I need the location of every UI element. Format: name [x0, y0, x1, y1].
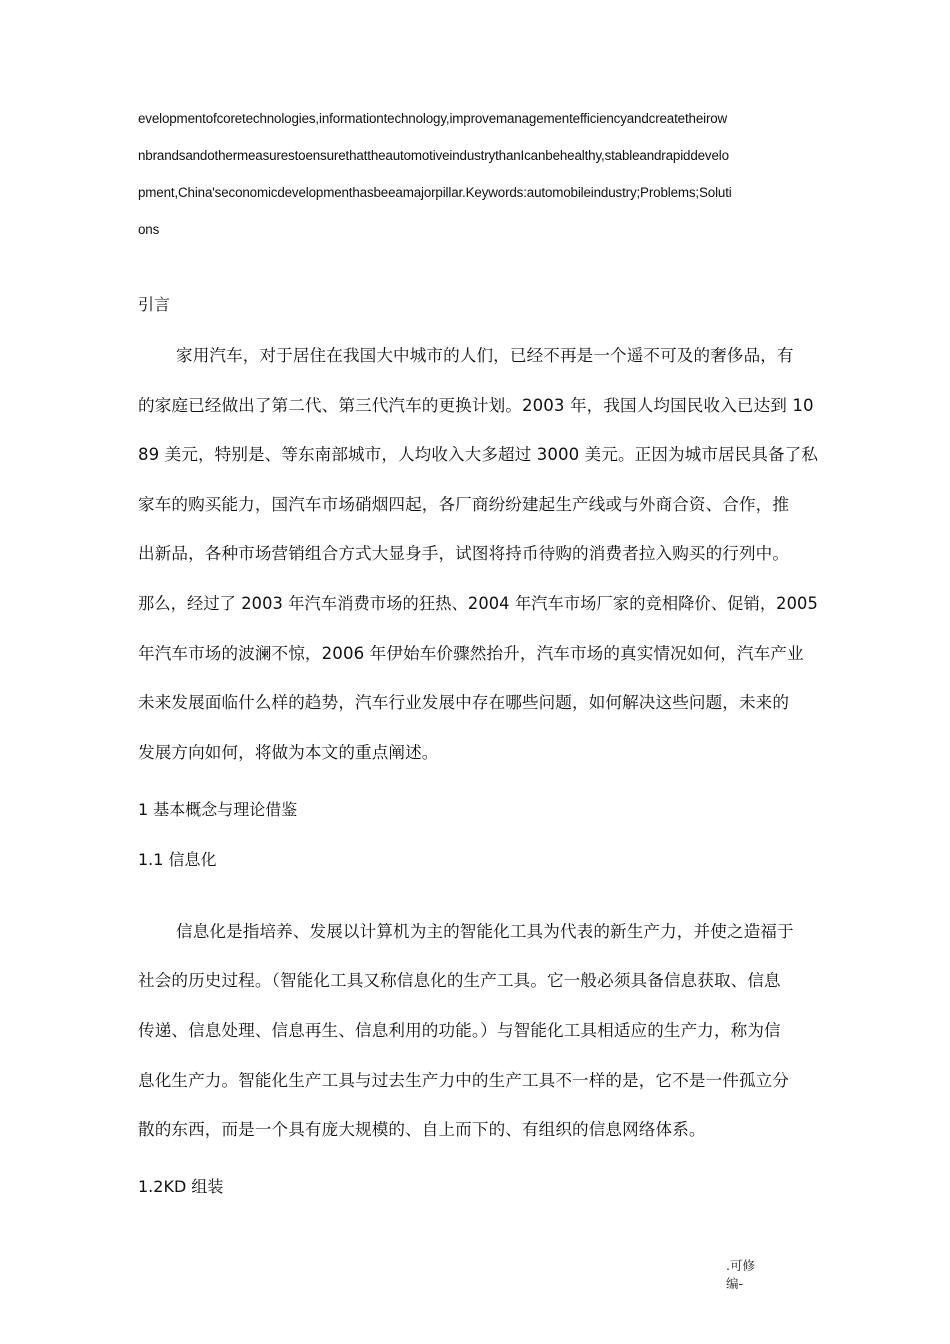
- abstract-line-4: ons: [138, 222, 160, 237]
- abstract-line-1: evelopmentofcoretechnologies,informationtechnology,improvemanagementefficiencyandcreatetheirow: [138, 111, 728, 126]
- intro-line-2: 的家庭已经做出了第二代、第三代汽车的更换计划。2003 年，我国人均国民收入已达到 10: [138, 396, 814, 415]
- intro-line-5: 出新品，各种市场营销组合方式大显身手，试图将持币待购的消费者拉入购买的行列中。: [138, 544, 790, 563]
- section-1-heading: 1 基本概念与理论借鉴: [138, 800, 298, 819]
- intro-line-8: 未来发展面临什么样的趋势，汽车行业发展中存在哪些问题，如何解决这些问题，未来的: [138, 693, 790, 712]
- section-1-1-line-5: 散的东西，而是一个具有庞大规模的、自上而下的、有组织的信息网络体系。: [138, 1120, 706, 1139]
- section-1-1-line-1: 信息化是指培养、发展以计算机为主的智能化工具为代表的新生产力，并使之造福于: [176, 922, 794, 941]
- intro-heading: 引言: [138, 295, 171, 314]
- intro-line-9: 发展方向如何，将做为本文的重点阐述。: [138, 743, 439, 762]
- section-1-1-heading: 1.1 信息化: [138, 850, 217, 869]
- section-1-2-heading: 1.2KD 组装: [138, 1177, 224, 1196]
- footer-line-1: .可修: [726, 1258, 755, 1273]
- intro-line-4: 家车的购买能力，国汽车市场硝烟四起，各厂商纷纷建起生产线或与外商合资、合作，推: [138, 495, 790, 514]
- section-1-1-line-2: 社会的历史过程。（智能化工具又称信息化的生产工具。它一般必须具备信息获取、信息: [138, 971, 781, 990]
- abstract-line-3: pment,China'seconomicdevelopmenthasbeeamajorpillar.Keywords:automobileindustry;Problems;Soluti: [138, 185, 732, 200]
- section-1-1-line-4: 息化生产力。智能化生产工具与过去生产力中的生产工具不一样的是，它不是一件孤立分: [138, 1071, 790, 1090]
- intro-line-6: 那么，经过了 2003 年汽车消费市场的狂热、2004 年汽车市场厂家的竞相降价、促销，2005: [138, 594, 818, 613]
- section-1-1-line-3: 传递、信息处理、信息再生、信息利用的功能。）与智能化工具相适应的生产力，称为信: [138, 1021, 781, 1040]
- footer-line-2: 编-: [726, 1276, 744, 1291]
- intro-line-7: 年汽车市场的波澜不惊，2006 年伊始车价骤然抬升，汽车市场的真实情况如何，汽车产业: [138, 644, 804, 663]
- abstract-line-2: nbrandsandothermeasurestoensurethattheautomotiveindustrythanIcanbehealthy,stableandrapiddevelo: [138, 148, 729, 163]
- intro-line-3: 89 美元，特别是、等东南部城市，人均收入大多超过 3000 美元。正因为城市居民具备了私: [138, 445, 819, 464]
- intro-line-1: 家用汽车，对于居住在我国大中城市的人们，已经不再是一个遥不可及的奢侈品，有: [176, 346, 794, 365]
